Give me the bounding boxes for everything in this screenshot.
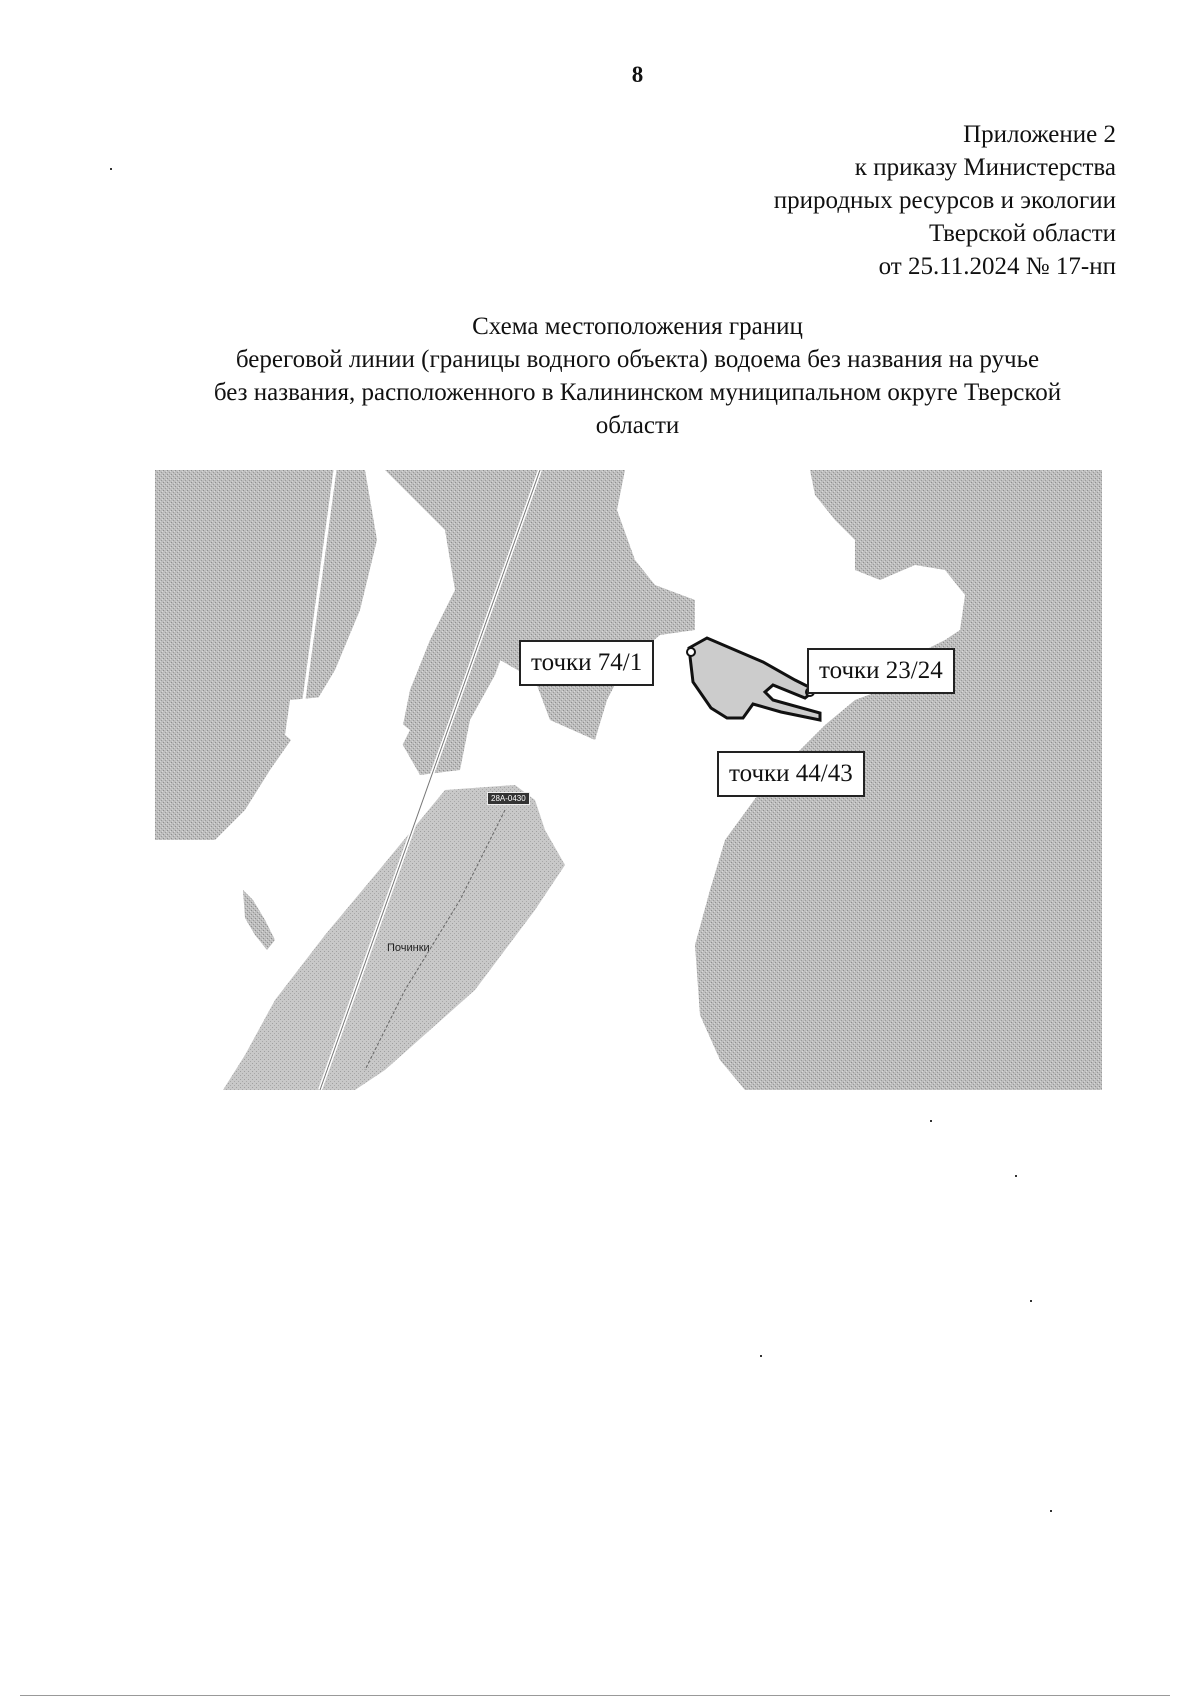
road-badge: 28А-0430 xyxy=(487,792,530,805)
appendix-line: природных ресурсов и экологии xyxy=(773,187,1116,214)
scan-speck xyxy=(1050,1510,1052,1512)
title-line: береговой линии (границы водного объекта) водоема без названия на ручье xyxy=(235,346,1040,373)
appendix-line: к приказу Министерства xyxy=(854,154,1116,181)
boundary-point-marker xyxy=(687,648,695,656)
place-label: Починки xyxy=(387,942,430,954)
scan-speck xyxy=(110,168,112,170)
scan-speck xyxy=(930,1120,932,1122)
appendix-line: от 25.11.2024 № 17-нп xyxy=(878,253,1116,280)
appendix-block xyxy=(774,118,1116,283)
appendix-line: Приложение 2 xyxy=(963,121,1116,148)
location-map xyxy=(155,470,1102,1090)
document-title xyxy=(130,310,1145,442)
title-line: Схема местоположения границ xyxy=(472,313,803,340)
scan-speck xyxy=(1015,1175,1017,1177)
bottom-rule xyxy=(20,1695,1170,1696)
scan-speck xyxy=(760,1355,762,1357)
callout-points-74-1: точки 74/1 xyxy=(519,640,654,686)
callout-points-44-43: точки 44/43 xyxy=(717,751,865,797)
title-line: области xyxy=(595,412,680,439)
callout-points-23-24: точки 23/24 xyxy=(807,648,955,694)
title-line: без названия, расположенного в Калининском муниципальном округе Тверской xyxy=(213,379,1062,406)
map-image xyxy=(155,470,1102,1090)
page-number: 8 xyxy=(631,62,644,87)
scan-speck xyxy=(1030,1300,1032,1302)
appendix-line: Тверской области xyxy=(929,220,1116,247)
